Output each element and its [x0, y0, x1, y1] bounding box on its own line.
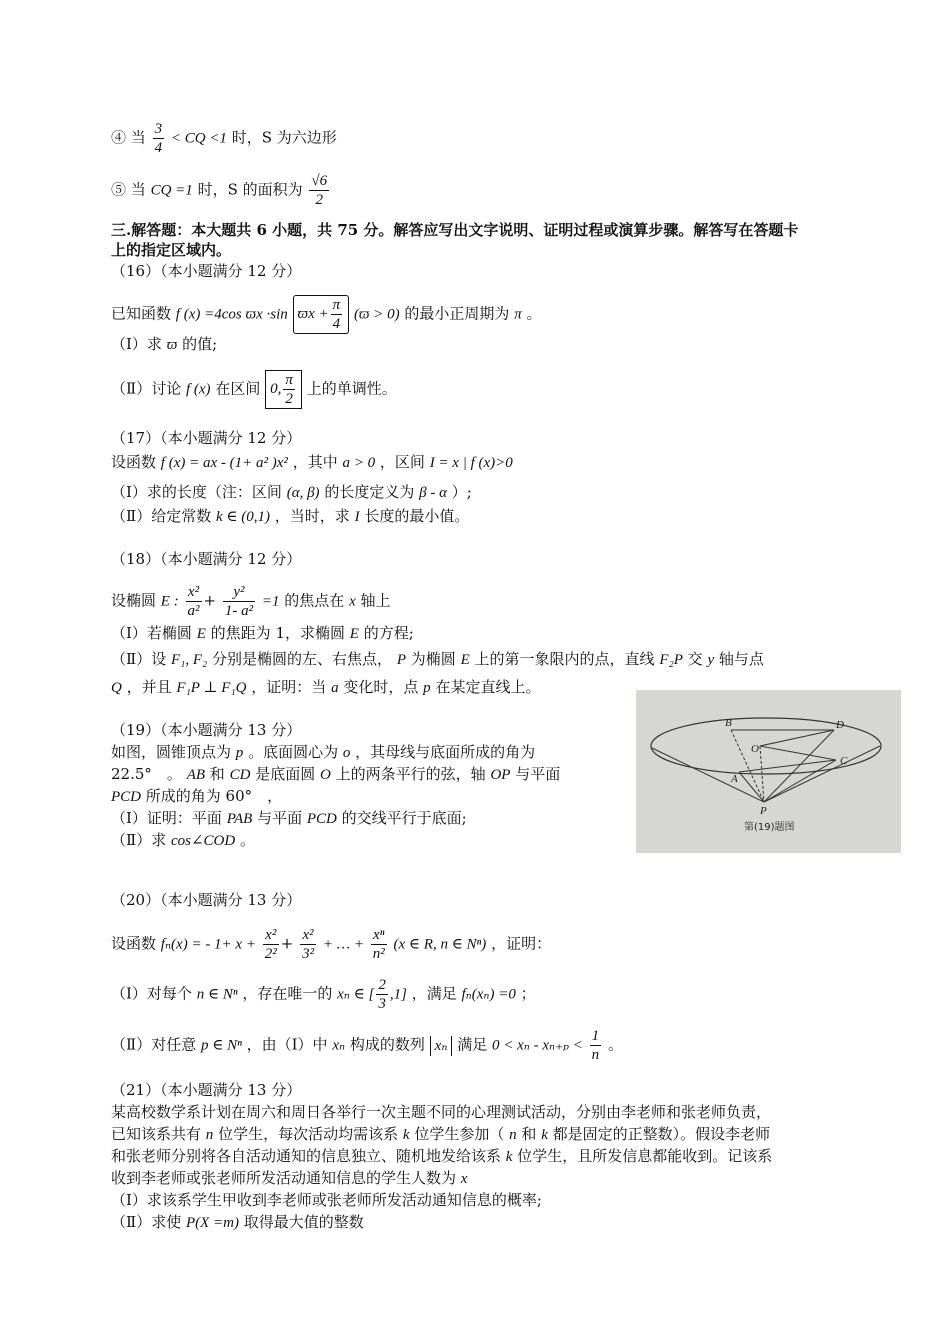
q16-part2: （Ⅱ）讨论 f (x) 在区间 0, $\frac{\pi}{2}$ 上的单调性。 [111, 372, 397, 407]
q18-title: （18）（本小题满分 12 分） [111, 550, 302, 568]
item-5: ⑤ 当 CQ =1 时，S 的面积为 $\frac{√6}{2}$ [111, 173, 328, 208]
figure-caption: 第(19)题图 [744, 822, 795, 833]
q21-line1: 某高校数学系计划在周六和周日各举行一次主题不同的心理测试活动，分别由李老师和张老师负责， [111, 1103, 772, 1121]
label-B: B [725, 717, 732, 729]
q17-title: （17）（本小题满分 12 分） [111, 429, 302, 447]
label-D: D [836, 719, 844, 731]
cone-generatrix-left [652, 748, 764, 802]
label-O: O [751, 743, 759, 755]
q17-part1: （Ⅰ）求的长度（注：区间 (α, β) 的长度定义为 β - α ）; [111, 483, 472, 501]
q19-line2: 22.5° 。 AB 和 CD 是底面圆 O 上的两条平行的弦，轴 OP 与平面 [111, 765, 561, 783]
line-PC [764, 760, 836, 802]
q19-part2: （Ⅱ）求 cos∠COD 。 [111, 831, 256, 849]
q18-part1: （Ⅰ）若椭圆 E 的焦距为 1，求椭圆 E 的方程; [111, 624, 414, 642]
q16-interval: 0, $\frac{\pi}{2}$ [265, 370, 302, 409]
line-OD [760, 730, 834, 746]
q20-part2: （Ⅱ）对任意 p ∈ Nⁿ ，由（Ⅰ）中 xₙ 构成的数列 xₙ 满足 0 < xₙ - xₙ₊ₚ < $\frac{1}{n}$ 。 [111, 1028, 623, 1063]
q20-part1: （Ⅰ）对每个 n ∈ Nⁿ ，存在唯一的 xₙ ∈ [ $\frac{2}{3}$ ,1] ，满足 fₙ(xₙ) =0 ； [111, 977, 536, 1012]
q21-line3: 和张老师分别将各自活动通知的信息独立、随机地发给该系 k 位学生，且所发信息都能收到。记该系 [111, 1147, 773, 1165]
q17-stem: 设函数 f (x) = ax - (1+ a² )x² ，其中 a > 0 ，区间 I = x | f (x)>0 [111, 453, 513, 471]
q18-part2-cont: Q ，并且 F₁P ⊥ F₁Q ，证明：当 a 变化时，点 p 在某定直线上。 [111, 678, 541, 696]
line-PB [731, 730, 764, 802]
cone-diagram [636, 690, 901, 853]
line-PD [764, 730, 834, 802]
label-C: C [840, 755, 848, 767]
cone-figure [636, 690, 901, 853]
q16-part1: （Ⅰ）求 ϖ 的值; [111, 335, 218, 353]
section-3-heading: 三.解答题：本大题共 6 小题，共 75 分。解答应写出文字说明、证明过程或演算步骤。解答写在答题卡 [111, 221, 799, 239]
q18-stem: 设椭圆 E : $\frac{\text{x²}}{\text{a²}}$ + $\frac{\text{y²}}{\text{1- a²}}$ =1 的焦点在 x 轴上 [111, 584, 391, 619]
q20-title: （20）（本小题满分 13 分） [111, 891, 302, 909]
q19-part1: （Ⅰ）证明：平面 PAB 与平面 PCD 的交线平行于底面; [111, 809, 467, 827]
q21-part1: （Ⅰ）求该系学生甲收到李老师或张老师所发活动通知信息的概率; [111, 1191, 542, 1209]
q20-stem: 设函数 fₙ(x) = - 1+ x + $\frac{\text{x²}}{\text{2²}}$ + $\frac{\text{x²}}{\text{3²}}$ + … + $\frac{\text{xⁿ}}{\text{n²}}$ (x ∈ R, n ∈ Nⁿ) ，证明： [111, 927, 552, 962]
q21-line2: 已知该系共有 n 位学生，每次活动均需该系 k 位学生参加（ n 和 k 都是固定的正整数）。假设李老师 [111, 1125, 771, 1143]
label-P: P [760, 805, 767, 817]
q19-line3: PCD 所成的角为 60° ， [111, 787, 283, 805]
q18-part2: （Ⅱ）设 F₁, F₂ 分别是椭圆的左、右焦点， P 为椭圆 E 上的第一象限内的点，直线 F₂P 交 y 轴与点 [111, 650, 764, 668]
q19-line1: 如图，圆锥顶点为 p 。底面圆心为 o ，其母线与底面所成的角为 [111, 743, 536, 761]
q21-line4: 收到李老师或张老师所发活动通知信息的学生人数为 x [111, 1169, 468, 1187]
q21-title: （21）（本小题满分 13 分） [111, 1081, 302, 1099]
q21-part2: （Ⅱ）求使 P(X =m) 取得最大值的整数 [111, 1213, 364, 1231]
q17-part2: （Ⅱ）给定常数 k ∈ (0,1) ，当时，求 I 长度的最小值。 [111, 507, 470, 525]
q16-paren-group: ϖx + $\frac{\pi}{4}$ [293, 295, 350, 334]
line-PA [739, 772, 764, 802]
q16-stem: 已知函数 f (x) =4cos ϖx ·sin ϖx + $\frac{\pi}{4}$ (ϖ > 0) 的最小正周期为 π 。 [111, 297, 542, 332]
q19-title: （19）（本小题满分 13 分） [111, 721, 302, 739]
item-4: ④ 当 $\frac{3}{4}$ < CQ <1 时，S 为六边形 [111, 121, 337, 156]
fraction-3-4: $\frac{3}{4}$ [154, 121, 163, 156]
section-3-heading-cont: 上的指定区域内。 [111, 241, 232, 259]
label-A: A [731, 773, 738, 785]
q16-title: （16）（本小题满分 12 分） [111, 262, 302, 280]
fraction-sqrt6-2: $\frac{√6}{2}$ [311, 173, 328, 208]
line-OC [760, 746, 836, 760]
